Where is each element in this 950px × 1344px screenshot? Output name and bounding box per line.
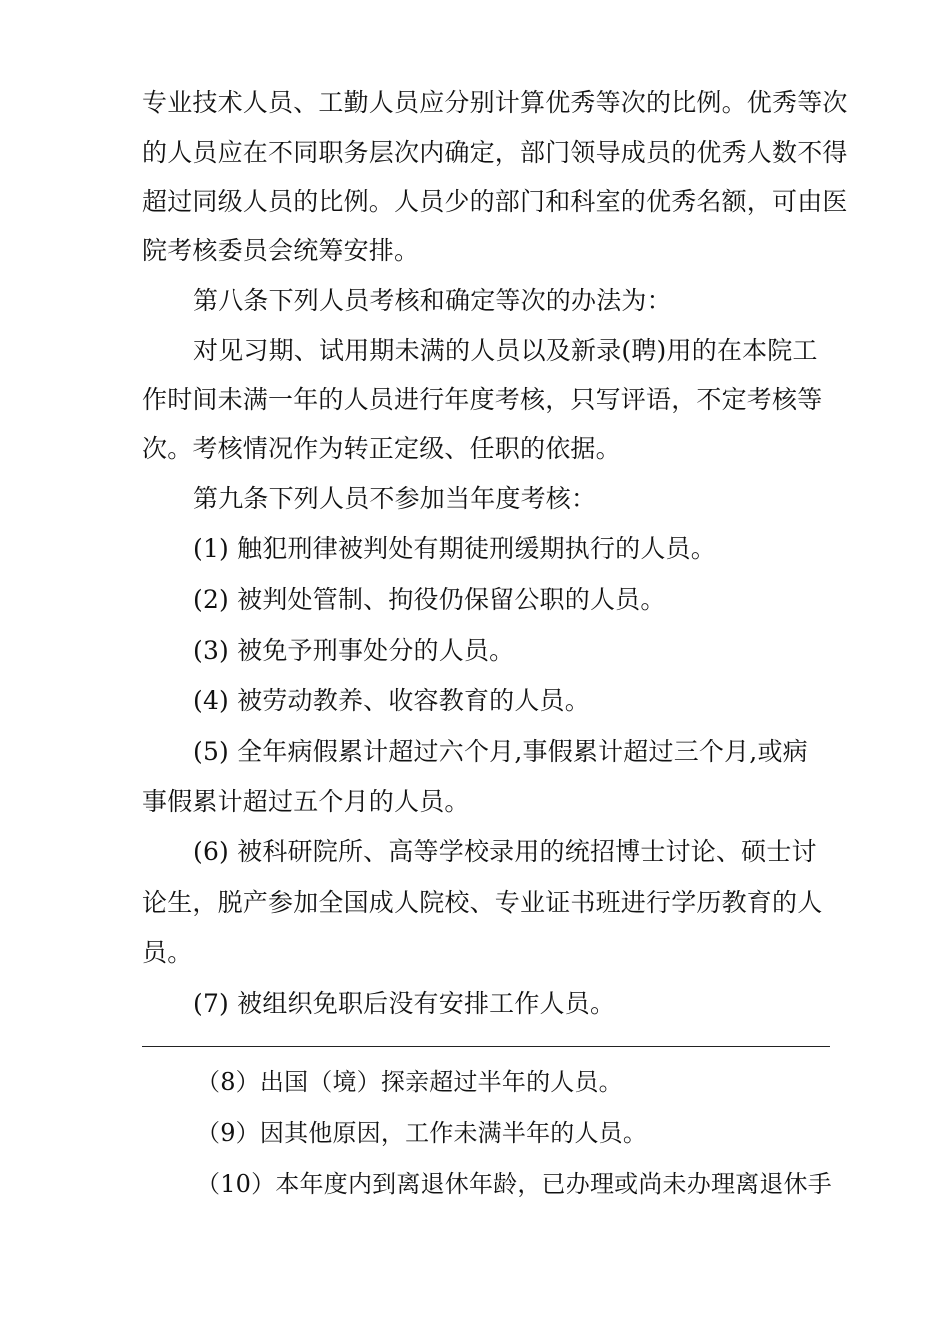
paragraph-line: 次。考核情况作为转正定级、任职的依据。 (142, 434, 621, 463)
footnote-item: （8）出国（境）探亲超过半年的人员。 (196, 1068, 623, 1096)
footnote-item: （9）因其他原因，工作未满半年的人员。 (196, 1119, 648, 1147)
paragraph-line: 超过同级人员的比例。人员少的部门和科室的优秀名额，可由医 (142, 187, 848, 216)
list-item: (1) 触犯刑律被判处有期徒刑缓期执行的人员。 (193, 534, 716, 563)
list-item-continuation: 员。 (142, 938, 193, 967)
list-item: (5) 全年病假累计超过六个月,事假累计超过三个月,或病 (193, 737, 808, 766)
list-item-continuation: 论生，脱产参加全国成人院校、专业证书班进行学历教育的人 (142, 888, 823, 917)
paragraph-line: 的人员应在不同职务层次内确定，部门领导成员的优秀人数不得 (142, 138, 848, 167)
paragraph-line: 对见习期、试用期未满的人员以及新录(聘)用的在本院工 (193, 336, 818, 365)
list-item: (6) 被科研院所、高等学校录用的统招博士讨论、硕士讨 (193, 837, 817, 866)
list-item: (2) 被判处管制、拘役仍保留公职的人员。 (193, 585, 666, 614)
footnote-item: （10）本年度内到离退休年龄，已办理或尚未办理离退休手 (196, 1170, 832, 1198)
list-item: (7) 被组织免职后没有安排工作人员。 (193, 989, 616, 1018)
list-item-continuation: 事假累计超过五个月的人员。 (142, 787, 470, 816)
article-heading: 第九条下列人员不参加当年度考核： (193, 484, 597, 513)
paragraph-line: 作时间未满一年的人员进行年度考核，只写评语，不定考核等 (142, 385, 823, 414)
article-heading: 第八条下列人员考核和确定等次的办法为： (193, 286, 672, 315)
page-divider (142, 1046, 830, 1047)
list-item: (4) 被劳动教养、收容教育的人员。 (193, 686, 590, 715)
list-item: (3) 被免予刑事处分的人员。 (193, 636, 515, 665)
paragraph-line: 院考核委员会统筹安排。 (142, 236, 420, 265)
paragraph-line: 专业技术人员、工勤人员应分别计算优秀等次的比例。优秀等次 (142, 88, 848, 117)
